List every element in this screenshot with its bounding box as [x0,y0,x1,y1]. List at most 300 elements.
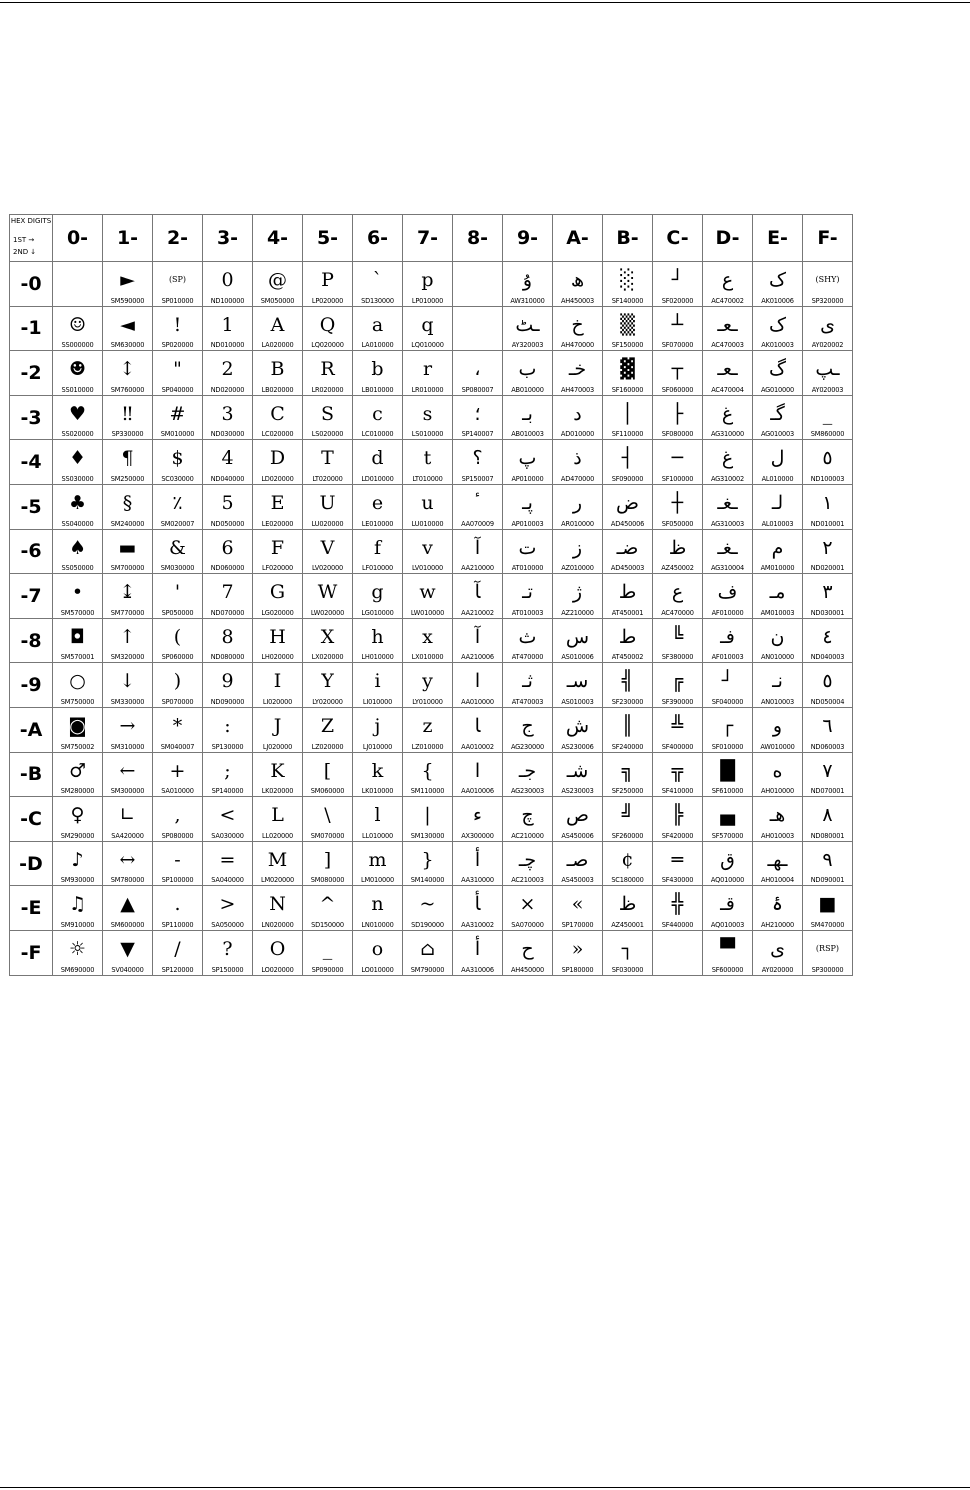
table-row [10,574,853,619]
cell-code: AT470003 [511,697,544,706]
row-header: -A [10,707,53,752]
cell-code: AQ010000 [710,876,745,885]
cell-glyph: ¢ [621,848,634,871]
cell-code: SM240000 [110,519,145,528]
table-cell [203,841,253,886]
table-cell [803,930,853,975]
cell-code: SM310000 [110,742,145,751]
cell-glyph: E [270,491,285,514]
cell-glyph: (SP) [168,275,187,284]
cell-glyph: * [172,714,183,737]
cell-code: LT020000 [312,474,343,483]
cell-glyph: ║ [621,714,634,737]
cell-code: SM570000 [60,608,95,617]
cell-code: ND050004 [810,697,845,706]
cell-glyph: ح [521,937,534,960]
cell-code: LN010000 [361,920,394,929]
cell-code: LI020000 [262,697,293,706]
cell-code: SM040007 [160,742,195,751]
cell-glyph: ┘ [721,670,734,693]
cell-code: AT010000 [511,564,544,573]
cell-glyph: ( [173,625,182,648]
table-cell [803,529,853,574]
cell-glyph: چ [521,804,534,827]
cell-code: AQ010003 [710,920,745,929]
row-header: -E [10,886,53,931]
cell-glyph: t [423,447,432,470]
table-cell [753,440,803,485]
cell-code: LD020000 [261,474,294,483]
cell-code: SP090000 [311,965,344,974]
table-cell [653,663,703,708]
cell-glyph: ☼ [68,937,87,960]
table-cell [253,351,303,396]
cell-code: LB010000 [361,385,394,394]
cell-glyph: & [169,536,186,559]
cell-code: SP110000 [161,920,194,929]
cell-code: AZ210000 [561,608,594,617]
table-cell [453,797,503,842]
cell-code: SA040000 [211,876,244,885]
cell-code: SM760000 [110,385,145,394]
cell-code: ND020000 [210,385,245,394]
table-cell [103,841,153,886]
cell-code: AY320003 [511,341,544,350]
table-cell [553,306,603,351]
cell-code: AB010003 [511,430,544,439]
cell-code: ND080001 [810,831,845,840]
table-cell [303,752,353,797]
table-cell [453,707,503,752]
cell-glyph: ; [224,759,231,782]
cell-glyph: م [771,536,784,559]
cell-code: SD190000 [411,920,444,929]
table-cell [803,440,853,485]
table-cell [703,797,753,842]
cell-glyph: G [269,581,286,604]
column-header: 5- [303,215,353,262]
cell-code: SP320000 [811,296,844,305]
table-cell [303,440,353,485]
cell-glyph: سـ [566,670,589,693]
cell-glyph: ه [772,759,783,782]
cell-glyph: ث [518,625,537,648]
cell-code: SP100000 [161,876,194,885]
table-cell [503,306,553,351]
column-header: 7- [403,215,453,262]
table-cell [553,484,603,529]
table-cell [253,440,303,485]
table-cell [503,529,553,574]
table-cell [53,351,103,396]
cell-glyph: ■ [818,893,837,916]
cell-code: SM860000 [810,430,845,439]
table-cell [753,618,803,663]
cell-glyph: ﮪ [570,269,585,291]
table-cell [753,930,803,975]
table-cell [603,262,653,307]
cell-glyph: H [269,625,286,648]
table-cell [703,484,753,529]
cell-glyph: ¶ [121,447,134,470]
cell-glyph [53,266,102,294]
table-cell [603,886,653,931]
cell-code: LJ020000 [262,742,293,751]
cell-glyph: مـ [769,581,786,604]
cell-code: LF020000 [261,564,294,573]
table-cell [153,351,203,396]
table-cell [653,752,703,797]
cell-glyph: 0 [221,269,234,291]
table-cell [753,752,803,797]
table-cell [703,351,753,396]
table-cell [353,707,403,752]
table-cell [553,529,603,574]
table-cell [303,930,353,975]
column-header: 4- [253,215,303,262]
cell-code: LZ020000 [311,742,344,751]
cell-code: SF240000 [611,742,644,751]
table-cell [153,663,203,708]
cell-code: LN020000 [261,920,294,929]
table-cell [553,351,603,396]
cell-code: SM600000 [110,920,145,929]
table-row [10,262,853,307]
table-cell [653,930,703,975]
table-cell [753,797,803,842]
table-cell [803,351,853,396]
table-cell [653,351,703,396]
table-cell [53,574,103,619]
cell-glyph: o [371,937,384,960]
table-cell [703,618,753,663]
table-cell [553,663,603,708]
cell-glyph: ╬ [671,893,684,916]
cell-code: ND090000 [210,697,245,706]
row-header: -F [10,930,53,975]
cell-code: LD010000 [361,474,394,483]
table-cell [553,395,603,440]
column-header: C- [653,215,703,262]
cell-glyph: ٴ [474,491,481,514]
table-cell [203,707,253,752]
cell-glyph: P [321,269,334,291]
cell-code: AG230003 [510,787,545,796]
cell-code: SF010000 [711,742,744,751]
cell-code: AD450006 [610,519,645,528]
cell-glyph: 4 [221,447,234,470]
cell-glyph: T [321,447,334,470]
table-cell [703,262,753,307]
cell-glyph: ╝ [621,804,634,827]
cell-code: ND030000 [210,430,245,439]
table-cell [753,886,803,931]
cell-glyph: لـ [771,491,784,514]
cell-glyph: و [772,714,783,737]
cell-code: SM750002 [60,742,95,751]
cell-glyph: ش [565,714,590,737]
cell-code: AK010003 [761,341,794,350]
cell-code: AH470003 [560,385,595,394]
cell-code: SS010000 [61,385,94,394]
cell-code: AS450006 [561,831,594,840]
cell-glyph: < [219,804,236,827]
cell-code: SM290000 [60,831,95,840]
table-cell [353,574,403,619]
cell-code: SP080000 [161,831,194,840]
cell-code: AW010000 [760,742,795,751]
cell-code: AZ010000 [561,564,594,573]
table-cell [353,930,403,975]
cell-glyph: ﯗ [522,269,533,291]
table-row [10,395,853,440]
cell-code: ND080000 [210,653,245,662]
table-cell [603,440,653,485]
cell-code: AG010003 [760,430,795,439]
table-cell [603,797,653,842]
cell-code: LX020000 [311,653,344,662]
table-cell [203,484,253,529]
table-row [10,707,853,752]
cell-code: SM010000 [160,430,195,439]
cell-code: AC210003 [511,876,544,885]
cell-glyph: پ [518,447,537,470]
cell-glyph: ، [474,358,481,381]
table-cell [153,930,203,975]
cell-code: LS010000 [411,430,444,439]
table-row [10,797,853,842]
cell-glyph: × [519,893,536,916]
table-cell [53,707,103,752]
table-cell [803,797,853,842]
cell-code: SP170000 [561,920,594,929]
cell-code: LT010000 [412,474,443,483]
cell-glyph: صـ [566,848,589,871]
table-cell [303,574,353,619]
cell-code: SM470000 [810,920,845,929]
cell-code: AF010003 [711,653,744,662]
cell-code: LP010000 [411,296,444,305]
cell-glyph: ∟ [119,804,136,827]
row-header: -B [10,752,53,797]
corner-header [10,215,53,262]
cell-code: SP140000 [211,787,244,796]
table-cell [803,484,853,529]
table-cell [153,395,203,440]
table-cell [503,574,553,619]
cell-code: AD010000 [560,430,595,439]
cell-glyph: l [374,804,381,827]
table-cell [103,395,153,440]
cell-code: SM690000 [60,965,95,974]
table-cell [453,262,503,307]
cell-glyph: ╚ [671,625,684,648]
top-rule [0,2,970,3]
cell-code: SS050000 [61,564,94,573]
cell-code: AA210000 [461,564,494,573]
cell-glyph: y [422,670,433,693]
cell-glyph: ضـ [616,536,639,559]
table-cell [403,707,453,752]
table-row [10,306,853,351]
cell-glyph: ⌂ [420,937,435,960]
cell-glyph: ┐ [621,937,634,960]
table-cell [653,707,703,752]
cell-glyph: ╔ [671,670,684,693]
cell-glyph: ═ [671,848,684,871]
table-cell [303,484,353,529]
cell-code: AG010000 [760,385,795,394]
cell-code: AY020002 [811,341,844,350]
row-header: -4 [10,440,53,485]
cell-glyph: 1 [221,313,234,336]
cell-code: SM080000 [310,876,345,885]
cell-glyph: ◙ [68,714,87,737]
table-cell [703,306,753,351]
table-cell [553,262,603,307]
table-cell [453,574,503,619]
cell-glyph: █ [720,759,735,782]
column-header-row [10,215,853,262]
cell-code: SP150007 [461,474,494,483]
cell-code: SM700000 [110,564,145,573]
cell-glyph: O [269,937,286,960]
cell-code: SS000000 [61,341,94,350]
table-cell [503,618,553,663]
table-cell [53,306,103,351]
table-cell [653,484,703,529]
cell-glyph: : [224,714,231,737]
cell-code: AZ450001 [611,920,644,929]
cell-code: SM790000 [410,965,445,974]
cell-code: SF060000 [661,385,694,394]
cell-code: AP010000 [511,474,544,483]
cell-glyph: \ [324,804,331,827]
cell-code: AW310000 [510,296,545,305]
cell-code: SF440000 [661,920,694,929]
table-cell [753,574,803,619]
table-cell [703,395,753,440]
cell-glyph: { [421,759,434,782]
cell-glyph: ٣ [822,581,833,604]
table-cell [803,395,853,440]
cell-glyph: ☻ [68,358,87,381]
cell-code: LS020000 [311,430,344,439]
cell-glyph: غ [721,402,734,425]
table-cell [453,484,503,529]
cell-glyph: ب [518,358,537,381]
table-cell [103,262,153,307]
cell-code: AB010000 [511,385,544,394]
table-cell [53,797,103,842]
cell-glyph: | [424,804,431,827]
cell-glyph: J [273,714,282,737]
table-cell [503,797,553,842]
table-cell [753,841,803,886]
table-cell [503,351,553,396]
table-cell [403,484,453,529]
cell-code: AN010003 [760,697,794,706]
code-page-body [10,262,853,976]
cell-code: SF160000 [611,385,644,394]
cell-code: LC020000 [261,430,294,439]
table-cell [803,574,853,619]
cell-glyph: S [320,402,335,425]
cell-code: SP330000 [111,430,144,439]
table-cell [153,707,203,752]
cell-code: SF420000 [661,831,694,840]
cell-code: SP010000 [161,296,194,305]
cell-glyph: k [371,759,384,782]
table-cell [603,618,653,663]
table-cell [153,529,203,574]
table-cell [253,930,303,975]
table-cell [653,574,703,619]
table-cell [253,752,303,797]
cell-glyph: ل [770,447,785,470]
cell-glyph: نـ [772,670,783,693]
table-cell [103,440,153,485]
cell-glyph: e [371,491,384,514]
table-cell [153,484,203,529]
table-cell [103,574,153,619]
table-cell [203,752,253,797]
cell-code: SF150000 [611,341,644,350]
cell-glyph: ۀ [771,893,784,916]
cell-glyph: ٢ [822,536,833,559]
table-cell [753,351,803,396]
cell-glyph: X [320,625,335,648]
table-cell [203,351,253,396]
cell-glyph: m [368,848,387,871]
table-cell [353,618,403,663]
cell-code: AA310002 [461,920,494,929]
cell-code: SA030000 [211,831,244,840]
table-cell [503,707,553,752]
cell-glyph: ط [618,625,637,648]
cell-glyph: ٨ [822,804,833,827]
table-cell [103,306,153,351]
cell-code: ND090001 [810,876,845,885]
cell-glyph [453,311,502,339]
cell-code: AC470002 [711,296,744,305]
cell-glyph: ┌ [721,714,734,737]
cell-code: SM060000 [310,787,345,796]
cell-glyph: ╣ [621,670,634,693]
cell-code: LU010000 [411,519,444,528]
table-cell [453,841,503,886]
column-header: 2- [153,215,203,262]
cell-code: LE020000 [261,519,294,528]
cell-glyph: ط [618,581,637,604]
cell-glyph: d [371,447,384,470]
cell-glyph: n [371,893,384,916]
cell-code: SS020000 [61,430,94,439]
cell-code: SC180000 [611,876,644,885]
cell-glyph: s [422,402,433,425]
cell-code: LR020000 [311,385,344,394]
cell-code: SP050000 [161,608,194,617]
cell-glyph: # [169,402,186,425]
table-cell [203,574,253,619]
table-cell [653,395,703,440]
cell-glyph: U [319,491,336,514]
column-header: D- [703,215,753,262]
cell-glyph: ـغـ [717,491,738,514]
cell-code: SM140000 [410,876,445,885]
cell-glyph: ژ [572,581,583,604]
table-cell [103,529,153,574]
